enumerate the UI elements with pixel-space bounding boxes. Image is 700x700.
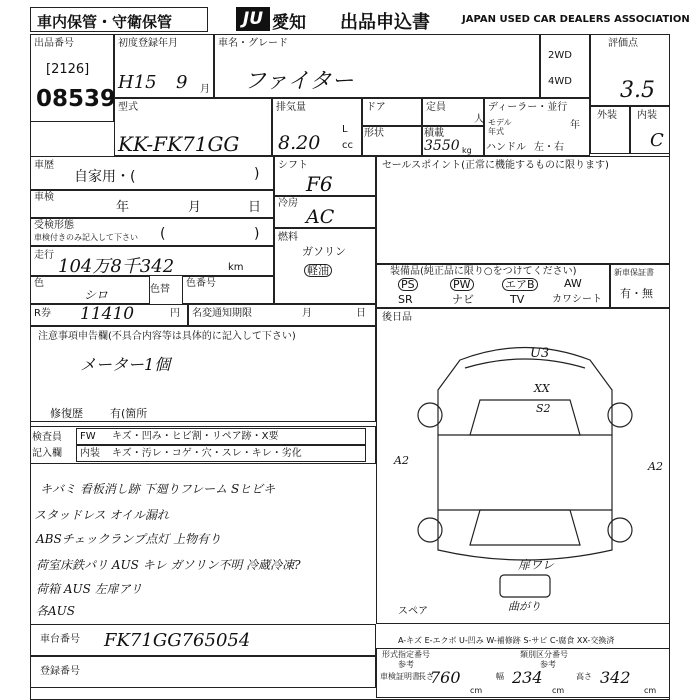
- mileage-value: 104万8千342: [58, 256, 175, 277]
- equipment-label: 装備品(純正品に限り○をつけてください): [390, 266, 577, 277]
- height-value: 342: [600, 668, 631, 687]
- repair-label: 修復歴: [50, 407, 83, 420]
- legend-text: A-キズ E-エクボ U-凹み W-補修跡 S-サビ C-腐食 XX-交換済: [398, 636, 615, 645]
- recycle-value: 有・無: [620, 287, 653, 300]
- shift-label: シフト: [278, 160, 308, 171]
- color-no-label: 色替: [150, 284, 170, 295]
- inspector-row-a-items: キズ・凹み・ヒビ割・リペア跡・X要: [112, 431, 279, 442]
- inspect-day: 日: [248, 200, 262, 215]
- cert-dims-label: 車検証明書: [380, 672, 420, 681]
- sales-cell: [376, 156, 670, 264]
- history-value: 自家用・(: [74, 169, 136, 185]
- hw-note-6: 各AUS: [36, 604, 76, 618]
- color-label: 色: [34, 278, 44, 289]
- history-cell: [30, 156, 274, 190]
- int-label: 内装: [637, 110, 657, 121]
- name-value: ファイター: [244, 69, 354, 94]
- diagram-bottom-mark: 曲がり: [508, 600, 541, 613]
- diagram-top-mark: U3: [530, 346, 550, 361]
- diagram-door-mark: 扉ワレ: [518, 558, 555, 572]
- hw-note-3: ABSチェックランプ点灯 上物有り: [36, 532, 222, 546]
- shift-value: F6: [306, 172, 333, 196]
- meter-note: メーター1個: [80, 355, 171, 374]
- disp-value: 8.20: [278, 132, 321, 154]
- inspect-label: 車検: [34, 192, 54, 203]
- load-unit: kg: [462, 146, 472, 155]
- first-reg-month: 9: [176, 72, 188, 93]
- color-value: シロ: [84, 288, 109, 302]
- lot-number: 08539: [36, 86, 117, 112]
- equip-navi: ナビ: [452, 293, 474, 306]
- model-year-label: モデル年式: [488, 118, 512, 136]
- storage-box: [30, 7, 208, 32]
- equip-tv: TV: [510, 293, 525, 306]
- score-label: 評価点: [608, 38, 638, 49]
- reg-cell: [30, 656, 376, 688]
- width-unit: cm: [552, 686, 565, 695]
- first-reg-unit: 月: [200, 84, 210, 95]
- inspector-label-1: 検査員: [32, 432, 62, 443]
- name-notice-day: 日: [356, 308, 366, 319]
- name-notice-month: 月: [302, 308, 312, 319]
- inspect-year: 年: [116, 200, 130, 215]
- r-label: R券: [34, 308, 51, 319]
- cert-type-label: 形式指定番号: [382, 650, 430, 659]
- chassis-value: FK71GG765054: [104, 630, 251, 651]
- org-name: 愛知: [272, 13, 306, 33]
- ac-value: AC: [306, 206, 335, 228]
- diagram-left-mark: A2: [394, 454, 409, 467]
- recycle-label: 新車保証書: [614, 268, 654, 277]
- shape-label: 形状: [364, 128, 384, 139]
- later-docs-label: 後日品: [382, 312, 412, 323]
- receipt-close: ): [254, 226, 260, 242]
- fuel-gasoline: ガソリン: [302, 245, 346, 258]
- length-label: 長さ: [418, 672, 434, 681]
- cap-unit: 人: [474, 114, 484, 125]
- chassis-label: 車台番号: [40, 634, 80, 645]
- mileage-label: 走行: [34, 250, 54, 261]
- storage-label: 車内保管・守衛保管: [37, 13, 173, 31]
- name-label: 車名・グレード: [218, 38, 288, 49]
- handle-value: 左・右: [534, 142, 564, 153]
- spare-label: スペア: [398, 606, 428, 617]
- width-value: 234: [512, 668, 543, 687]
- hw-note-5: 荷箱 AUS 左扉アリ: [36, 582, 143, 596]
- notes-label: 注意事項申告欄(不具合内容等は具体的に記入して下さい): [38, 331, 296, 342]
- drive-4wd: 4WD: [548, 76, 572, 87]
- fuel-diesel: 軽油: [304, 264, 332, 277]
- model-label: 型式: [118, 102, 138, 113]
- height-label: 高さ: [576, 672, 592, 681]
- score-value: 3.5: [620, 78, 655, 103]
- receipt-paren: (: [160, 226, 166, 242]
- r-unit: 円: [170, 308, 180, 319]
- equip-pw: PW: [450, 278, 474, 291]
- inspector-row-b-head: 内装: [80, 448, 100, 459]
- disp-label: 排気量: [276, 102, 306, 113]
- reg-label: 登録番号: [40, 666, 80, 677]
- load-value: 3550: [424, 138, 460, 154]
- first-reg-label: 初度登録年月: [118, 38, 178, 49]
- inspect-month: 月: [188, 200, 202, 215]
- model-value: KK-FK71GG: [118, 132, 240, 156]
- hw-note-4: 荷室床鉄パリ AUS キレ ガソリン不明 冷蔵冷凍?: [36, 558, 301, 572]
- r-value: 11410: [80, 304, 135, 324]
- door-label: ドア: [366, 102, 386, 113]
- inspector-row-a-head: FW: [80, 431, 96, 442]
- equip-leather: カワシート: [552, 294, 602, 305]
- equip-ps: PS: [398, 278, 418, 291]
- equip-airbag: エアB: [502, 278, 538, 291]
- assoc-name: JAPAN USED CAR DEALERS ASSOCIATION: [462, 14, 690, 25]
- cert-ref-label-1: 参考: [398, 660, 414, 669]
- lot-sub: [2126]: [46, 62, 90, 77]
- dealer-label: ディーラー・並行: [488, 102, 568, 113]
- mileage-unit: km: [228, 262, 244, 273]
- ju-logo: JU: [236, 7, 270, 31]
- diagram-right-mark: A2: [648, 460, 663, 473]
- drive-cell: [540, 34, 590, 98]
- length-unit: cm: [470, 686, 483, 695]
- load-label: 積載: [424, 128, 444, 139]
- first-reg-era: H15: [118, 72, 157, 93]
- disp-unit-l: L: [342, 124, 348, 135]
- model-year-unit: 年: [570, 120, 580, 131]
- diagram-s2-mark: S2: [536, 402, 551, 415]
- hw-note-2: スタッドレス オイル漏れ: [34, 508, 169, 522]
- diagram-xx-mark: XX: [534, 382, 550, 395]
- receipt-note: 車検付きのみ記入して下さい: [34, 233, 138, 242]
- inspector-row-b-items: キズ・汚レ・コゲ・穴・スレ・キレ・劣化: [112, 448, 302, 459]
- repair-value: 有(箇所: [110, 407, 148, 420]
- ac-label: 冷房: [278, 198, 298, 209]
- ext-label: 外装: [597, 110, 617, 121]
- int-value: C: [650, 130, 664, 151]
- inspect-cell: [30, 190, 274, 218]
- history-close: ): [254, 166, 260, 182]
- disp-unit-cc: cc: [342, 140, 353, 151]
- hw-note-1: キバミ 看板消し跡 下廻りフレーム Sヒビキ: [40, 482, 276, 496]
- lot-label: 出品番号: [34, 38, 74, 49]
- height-unit: cm: [644, 686, 657, 695]
- history-label: 車歴: [34, 160, 54, 171]
- receipt-label: 受検形態: [34, 220, 74, 231]
- sales-label: セールスポイント(正常に機能するものに限ります): [382, 160, 609, 171]
- drive-2wd: 2WD: [548, 50, 572, 61]
- equip-sr: SR: [398, 293, 413, 306]
- width-label: 幅: [496, 672, 504, 681]
- name-notice-label: 名変通知期限: [192, 308, 252, 319]
- fuel-label: 燃料: [278, 232, 298, 243]
- cert-class-label: 類別区分番号: [520, 650, 568, 659]
- equip-aw: AW: [564, 277, 582, 290]
- handle-label: ハンドル: [486, 142, 526, 153]
- color-code-label: 色番号: [186, 278, 216, 289]
- cap-label: 定員: [426, 102, 446, 113]
- length-value: 760: [430, 668, 461, 687]
- cert-ref-label-2: 参考: [540, 660, 556, 669]
- inspector-label-2: 記入欄: [32, 448, 62, 459]
- form-title: 出品申込書: [340, 12, 430, 33]
